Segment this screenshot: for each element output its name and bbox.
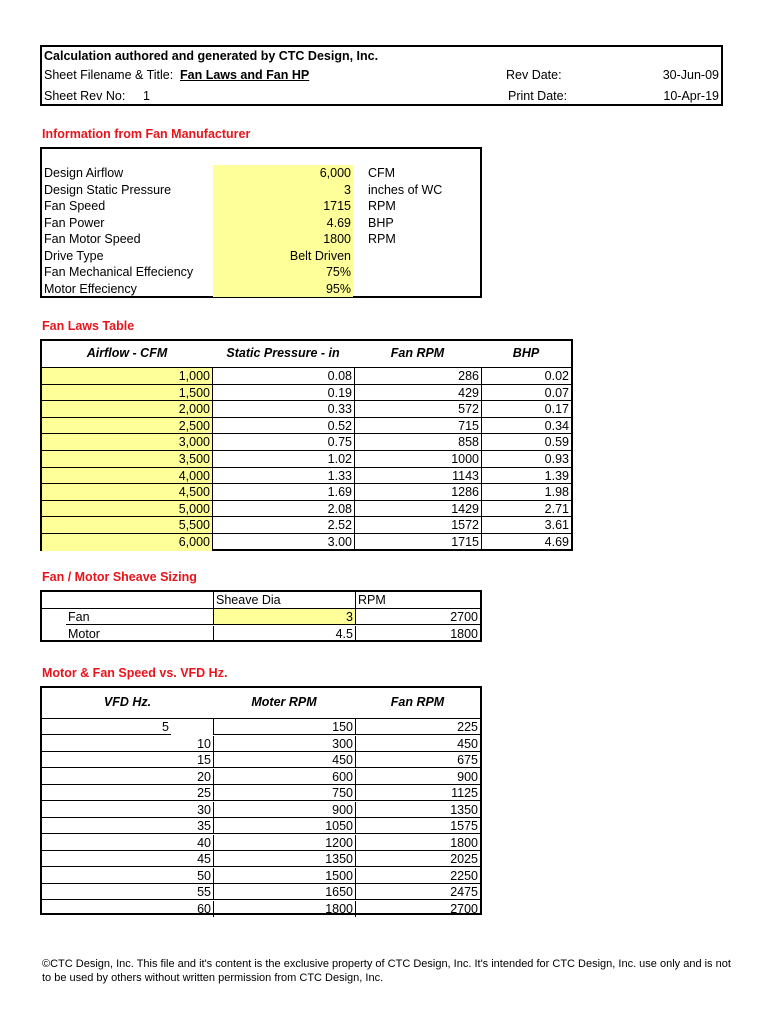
manufacturer-unit: [366, 281, 476, 297]
sheave-rows: [42, 608, 480, 641]
fan-laws-cell: 0.07: [481, 385, 571, 402]
print-date-label: Print Date:: [508, 89, 568, 103]
fan-laws-cell: 2,500: [42, 418, 212, 435]
vfd-motor-cell: 1200: [213, 835, 355, 851]
fan-laws-cell: 2.52: [212, 517, 354, 534]
sheave-row-label: Motor: [68, 626, 100, 641]
fan-laws-cell: 0.08: [212, 368, 354, 385]
fan-laws-cell: 1000: [354, 451, 481, 468]
manufacturer-unit: inches of WC: [368, 182, 443, 197]
vfd-fan-cell: 2025: [355, 851, 480, 867]
fan-laws-cell: 1,500: [42, 385, 212, 402]
vfd-fan-cell: 450: [355, 736, 480, 752]
vfd-motor-cell: 1500: [213, 868, 355, 884]
manufacturer-unit: [366, 264, 476, 280]
manufacturer-value: 95%: [325, 281, 351, 296]
manufacturer-title: Information from Fan Manufacturer: [42, 127, 251, 141]
fan-laws-cell: 1143: [354, 468, 481, 485]
vfd-header-motor: Moter RPM: [251, 695, 317, 709]
authored-line: Calculation authored and generated by CTC Design, Inc.: [44, 49, 379, 63]
vfd-motor-cell: 150: [213, 719, 355, 735]
manufacturer-value: 1715: [323, 199, 351, 213]
vfd-hz-cell: 55: [42, 884, 213, 900]
vfd-fan-cell: 1125: [355, 785, 480, 801]
fan-laws-cell: 0.33: [212, 401, 354, 418]
fan-laws-cell: 1.33: [212, 468, 354, 485]
vfd-fan-cell: 1350: [355, 802, 480, 818]
fan-laws-cell: 6,000: [42, 534, 212, 551]
fan-laws-header-rpm: Fan RPM: [390, 346, 445, 360]
fan-laws-cell: 3.61: [481, 517, 571, 534]
manufacturer-value: Belt Driven: [289, 248, 351, 263]
manufacturer-unit: [366, 248, 476, 264]
rev-date-label: Rev Date:: [506, 68, 562, 82]
fan-laws-cell: 1429: [354, 501, 481, 518]
vfd-motor-cell: 1800: [213, 901, 355, 917]
fan-laws-cell: 429: [354, 385, 481, 402]
fan-laws-cell: 3.00: [212, 534, 354, 551]
manufacturer-label: Fan Speed: [44, 199, 106, 213]
vfd-hz-cell: 50: [42, 868, 213, 884]
fan-laws-cell: 0.59: [481, 434, 571, 451]
vfd-hz-cell: 5: [42, 719, 171, 735]
vfd-motor-cell: 300: [213, 736, 355, 752]
filename-value: Fan Laws and Fan HP: [180, 68, 310, 82]
vfd-fan-cell: 900: [355, 769, 480, 785]
fan-laws-cell: 1715: [354, 534, 481, 551]
vfd-motor-cell: 450: [213, 752, 355, 768]
print-date-value: 10-Apr-19: [663, 89, 719, 103]
sheave-dia-cell: 3: [213, 609, 355, 625]
manufacturer-label: Fan Mechanical Effeciency: [44, 265, 194, 279]
manufacturer-label: Design Static Pressure: [44, 182, 172, 197]
sheave-dia-cell: 4.5: [213, 626, 355, 642]
fan-laws-cell: 1.98: [481, 484, 571, 501]
manufacturer-label: Fan Motor Speed: [44, 232, 141, 246]
vfd-motor-cell: 1350: [213, 851, 355, 867]
fan-laws-cell: 1286: [354, 484, 481, 501]
fan-laws-cell: 1.39: [481, 468, 571, 485]
fan-laws-cell: 0.02: [481, 368, 571, 385]
fan-laws-header-airflow: Airflow - CFM: [86, 346, 168, 360]
manufacturer-label: Design Airflow: [44, 166, 124, 180]
rev-date-value: 30-Jun-09: [662, 68, 719, 82]
vfd-motor-cell: 1050: [213, 818, 355, 834]
vfd-motor-cell: 750: [213, 785, 355, 801]
fan-laws-cell: 2.08: [212, 501, 354, 518]
vfd-fan-cell: 1575: [355, 818, 480, 834]
sheave-rpm-cell: 2700: [355, 609, 480, 625]
fan-laws-cell: 572: [354, 401, 481, 418]
fan-laws-cell: 0.93: [481, 451, 571, 468]
fan-laws-header-bhp: BHP: [512, 346, 540, 360]
vfd-motor-cell: 900: [213, 802, 355, 818]
vfd-fan-cell: 2700: [355, 901, 480, 917]
fan-laws-table: [40, 339, 573, 551]
vfd-hz-cell: 25: [42, 785, 213, 801]
manufacturer-value: 1800: [323, 232, 351, 246]
vfd-rows: [42, 718, 480, 916]
fan-laws-header-static: Static Pressure - in: [226, 346, 340, 360]
fan-laws-cell: 4,500: [42, 484, 212, 501]
fan-laws-cell: 1,000: [42, 368, 212, 385]
vfd-fan-cell: 1800: [355, 835, 480, 851]
vfd-fan-cell: 225: [355, 719, 480, 735]
vfd-table: [40, 686, 482, 915]
vfd-header-fan: Fan RPM: [390, 695, 445, 709]
copyright-footer: ©CTC Design, Inc. This file and it's content is the exclusive property of CTC Design, Inc. It's intended for CTC Design, Inc. use only and is not to be used by others without written permission from CTC Design, Inc.: [42, 958, 731, 984]
fan-laws-cell: 0.75: [212, 434, 354, 451]
fan-laws-cell: 4,000: [42, 468, 212, 485]
manufacturer-unit: BHP: [368, 215, 394, 230]
manufacturer-label: Drive Type: [44, 248, 104, 263]
rev-no-value: 1: [143, 89, 150, 103]
manufacturer-unit: RPM: [368, 199, 396, 213]
fan-laws-cell: 5,000: [42, 501, 212, 518]
manufacturer-value: 6,000: [319, 166, 351, 180]
vfd-hz-cell: 35: [42, 818, 213, 834]
manufacturer-value: 4.69: [326, 215, 351, 230]
fan-laws-cell: 1.02: [212, 451, 354, 468]
manufacturer-unit: CFM: [368, 166, 396, 180]
sheave-table: [40, 590, 482, 642]
vfd-fan-cell: 2250: [355, 868, 480, 884]
fan-laws-cell: 1.69: [212, 484, 354, 501]
fan-laws-cell: 3,500: [42, 451, 212, 468]
sheave-title: Fan / Motor Sheave Sizing: [42, 570, 197, 584]
vfd-hz-cell: 45: [42, 851, 213, 867]
vfd-hz-cell: 40: [42, 835, 213, 851]
fan-laws-cell: 3,000: [42, 434, 212, 451]
fan-laws-cell: 0.34: [481, 418, 571, 435]
fan-laws-rows: [42, 367, 571, 549]
vfd-fan-cell: 2475: [355, 884, 480, 900]
vfd-header-hz: VFD Hz.: [103, 695, 152, 709]
vfd-hz-cell: 60: [197, 901, 211, 916]
sheave-rpm-cell: 1800: [355, 626, 480, 642]
fan-laws-cell: 0.19: [212, 385, 354, 402]
fan-laws-cell: 2.71: [481, 501, 571, 518]
manufacturer-value: 75%: [325, 265, 351, 279]
filename-label: Sheet Filename & Title:: [44, 68, 174, 82]
vfd-hz-cell: 30: [42, 802, 213, 818]
fan-laws-cell: 1572: [354, 517, 481, 534]
sheave-header-rpm: RPM: [355, 592, 480, 608]
sheave-header-dia: Sheave Dia: [213, 592, 355, 608]
manufacturer-label: Motor Effeciency: [44, 281, 137, 296]
vfd-motor-cell: 1650: [213, 884, 355, 900]
manufacturer-box: [40, 147, 482, 298]
fan-laws-cell: 5,500: [42, 517, 212, 534]
manufacturer-label: Fan Power: [44, 215, 105, 230]
vfd-hz-cell: 10: [42, 736, 213, 752]
manufacturer-unit: RPM: [368, 232, 396, 246]
vfd-hz-cell: 15: [42, 752, 213, 768]
fan-laws-cell: 0.17: [481, 401, 571, 418]
fan-laws-cell: 715: [354, 418, 481, 435]
vfd-motor-cell: 600: [213, 769, 355, 785]
vfd-hz-cell: 20: [42, 769, 213, 785]
manufacturer-value: 3: [344, 182, 351, 197]
vfd-title: Motor & Fan Speed vs. VFD Hz.: [42, 666, 228, 680]
sheave-row-label: Fan: [66, 609, 213, 625]
fan-laws-cell: 2,000: [42, 401, 212, 418]
fan-laws-cell: 858: [354, 434, 481, 451]
fan-laws-title: Fan Laws Table: [42, 319, 135, 333]
fan-laws-cell: 286: [354, 368, 481, 385]
header-box: [40, 45, 723, 106]
rev-no-label: Sheet Rev No:: [44, 89, 126, 103]
fan-laws-cell: 4.69: [481, 534, 571, 551]
fan-laws-cell: 0.52: [212, 418, 354, 435]
vfd-fan-cell: 675: [355, 752, 480, 768]
